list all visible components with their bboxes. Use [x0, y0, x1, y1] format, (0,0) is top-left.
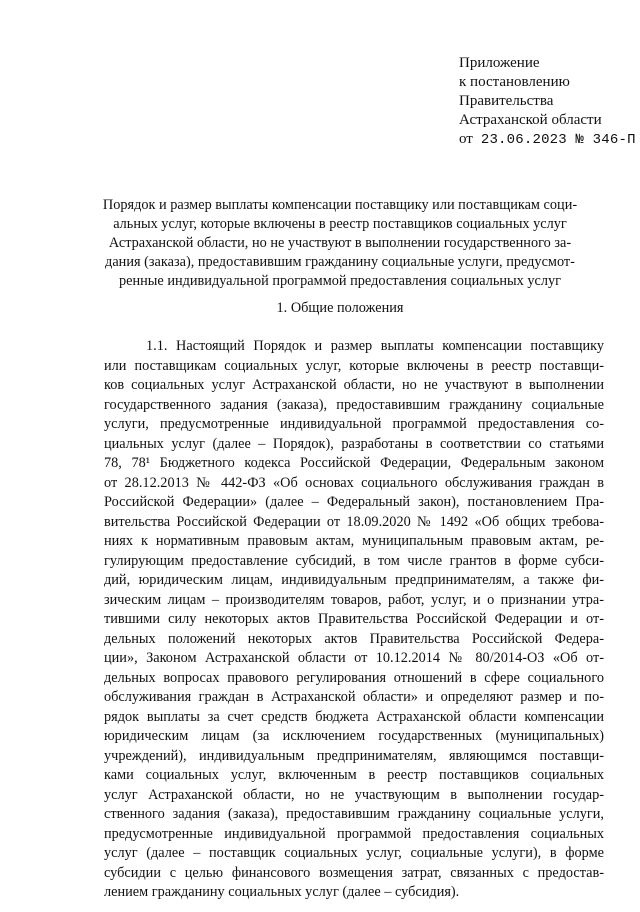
paragraph-line: Российской Федерации» (далее – Федеральный закон), постановлением Пра-	[104, 494, 604, 510]
section-heading: 1. Общие положения	[276, 300, 404, 316]
paragraph-line: или поставщикам социальных услуг, которые включены в реестр поставщи-	[104, 357, 604, 374]
paragraph-line: дельных вопросах правового регулирования отношений в сфере социального	[104, 669, 604, 686]
paragraph-line: 78, 78¹ Бюджетного кодекса Российской Федерации, Федеральным законом	[104, 455, 604, 471]
paragraph-line: гулирующим предоставление субсидий, в том числе грантов в форме субси-	[104, 552, 604, 569]
appendix-date-prefix: от	[459, 131, 473, 147]
paragraph-line: ниях к нормативным правовым актам, муниципальным правовым актам, ре-	[104, 533, 604, 549]
body-paragraph	[104, 337, 604, 903]
paragraph-line: ков социальных услуг Астраханской области, но не участвуют в выполнении	[104, 377, 604, 393]
title-line: альных услуг, которые включены в реестр поставщиков социальных услуг	[113, 216, 567, 232]
paragraph-line: ции», Законом Астраханской области от 10.12.2014 № 80/2014-ОЗ «Об от-	[104, 650, 604, 666]
appendix-block	[459, 54, 636, 150]
paragraph-line: лением гражданину социальных услуг (далее – субсидия).	[104, 884, 460, 900]
appendix-line: Приложение	[459, 55, 540, 71]
paragraph-line: циальных услуг (далее – Порядок), разработаны в соответствии со статьями	[104, 435, 604, 452]
document-title	[100, 196, 580, 291]
paragraph-line: государственного задания (заказа), предоставившим гражданину социальные	[104, 396, 604, 413]
paragraph-line: рядок выплаты за счет средств бюджета Астраханской области компенсации	[104, 708, 604, 725]
paragraph-line: зическим лицам – производителям товаров, работ, услуг, и о признании утра-	[104, 591, 604, 608]
paragraph-line: услуг Астраханской области, но не участвующим в выполнении государ-	[104, 786, 604, 803]
paragraph-line: учреждений), индивидуальным предпринимателям, являющимся поставщи-	[104, 747, 604, 764]
paragraph-line: ственного задания (заказа), предоставившим гражданину социальные услуги,	[104, 806, 604, 822]
paragraph-line: от 28.12.2013 № 442-ФЗ «Об основах социального обслуживания граждан в	[104, 474, 604, 491]
title-line: Порядок и размер выплаты компенсации поставщику или поставщикам соци-	[102, 197, 578, 213]
paragraph-line: тившими силу некоторых актов Правительства Российской Федерации и от-	[104, 611, 604, 627]
appendix-line: к постановлению	[459, 74, 570, 90]
title-line: дания (заказа), предоставившим гражданину социальные услуги, предусмот-	[105, 254, 575, 270]
appendix-line: Правительства	[459, 93, 554, 109]
appendix-date-line	[459, 130, 636, 150]
paragraph-line: субсидии с целью финансового возмещения затрат, связанных с предостав-	[104, 864, 604, 881]
title-line: Астраханской области, но не участвуют в выполнении государственного за-	[108, 235, 572, 251]
paragraph-line: юридическим лицам (за исключением государственных (муниципальных)	[104, 728, 604, 744]
paragraph-line: предусмотренные индивидуальной программой предоставления социальных	[104, 825, 604, 842]
paragraph-line: услуги, предусмотренные индивидуальной программой предоставления со-	[104, 416, 604, 432]
paragraph-line: вительства Российской Федерации от 18.09.2020 № 1492 «Об общих требова-	[104, 513, 604, 530]
title-line: ренные индивидуальной программой предоставления социальных услуг	[119, 273, 561, 289]
paragraph-line: дельных положений некоторых актов Правительства Российской Федера-	[104, 630, 604, 647]
paragraph-line: 1.1. Настоящий Порядок и размер выплаты компенсации поставщику	[146, 338, 604, 354]
appendix-date-value: 23.06.2023 № 346-П	[480, 132, 636, 148]
paragraph-line: дий, юридическим лицам, индивидуальным предпринимателям, а также фи-	[104, 572, 604, 588]
paragraph-line: обслуживания граждан в Астраханской области» и определяют размер и по-	[104, 689, 604, 705]
appendix-line: Астраханской области	[459, 112, 602, 128]
paragraph-line: ками социальных услуг, включенным в реестр поставщиков социальных	[104, 767, 604, 783]
paragraph-line: услуг (далее – поставщик социальных услуг, социальные услуги), в форме	[104, 845, 604, 861]
